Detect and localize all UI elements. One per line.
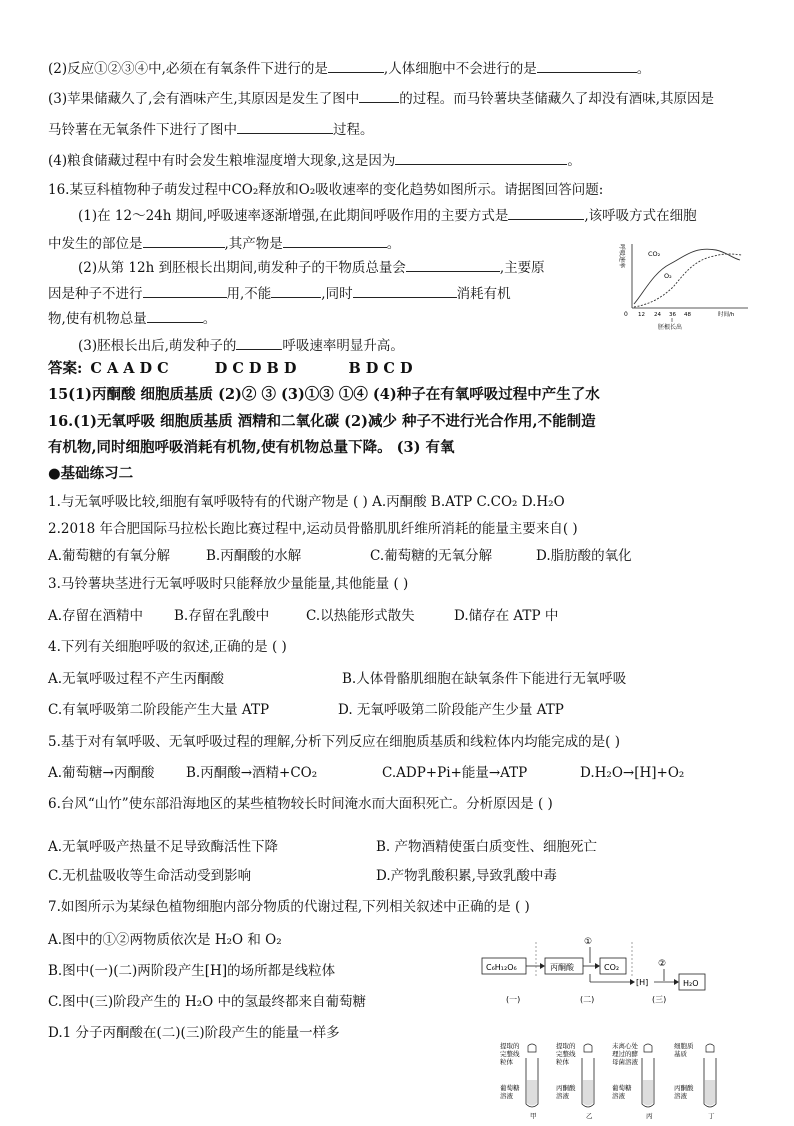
- mc-q7-option-b: B.图中(一)(二)两阶段产生[H]的场所都是线粒体: [48, 963, 336, 979]
- q16-stem: 16.某豆科植物种子萌发过程中CO₂释放和O₂吸收速率的变化趋势如图所示。请据图回答问题:: [48, 182, 604, 198]
- mc-q6-option-b: B. 产物酒精使蛋白质变性、细胞死亡: [376, 839, 598, 855]
- o2-curve: [634, 254, 742, 307]
- svg-text:提取的: 提取的: [500, 1042, 520, 1050]
- tube-yi: [556, 1041, 594, 1120]
- mc-q7-option-c: C.图中(三)阶段产生的 H₂O 中的氢最终都来自葡萄糖: [48, 994, 367, 1010]
- q16-s2-line1: (2)从第 12h 到胚根长出期间,萌发种子的干物质总量会 ,主要原: [78, 257, 545, 277]
- circle-2: ②: [658, 959, 667, 969]
- metabolism-flow-diagram: [478, 932, 728, 1004]
- pyruvate-label: 丙酮酸: [550, 963, 574, 972]
- mc-q7-option-a: A.图中的①②两物质依次是 H₂O 和 O₂: [48, 932, 282, 948]
- test-tubes-figure: [494, 1040, 734, 1122]
- stage-1: (一): [506, 995, 521, 1004]
- svg-text:完整线: 完整线: [500, 1050, 520, 1058]
- arrowhead: [674, 979, 679, 985]
- section-heading: ●基础练习二: [48, 465, 134, 482]
- answer-blank[interactable]: [508, 205, 584, 220]
- mc-q3-option-a: A.存留在酒精中: [48, 608, 144, 624]
- answer-blank[interactable]: [395, 150, 567, 165]
- mc-q3-option-d: D.储存在 ATP 中: [454, 608, 559, 624]
- answer-blank[interactable]: [406, 257, 500, 272]
- svg-text:理过的酵: 理过的酵: [612, 1050, 638, 1058]
- answer-blank[interactable]: [143, 233, 225, 248]
- graph-tick: 36: [669, 312, 676, 318]
- svg-text:葡萄糖: 葡萄糖: [500, 1084, 520, 1092]
- mc-q4-option-c: C.有氧呼吸第二阶段能产生大量 ATP: [48, 702, 270, 718]
- graph-tick: 48: [684, 312, 691, 318]
- mc-q3: 3.马铃薯块茎进行无氧呼吸时只能释放少量能量,其他能量 ( ): [48, 576, 409, 592]
- answer-15: 15(1)丙酮酸 细胞质基质 (2)② ③ (3)①③ ①④ (4)种子在有氧呼吸过程中产生了水: [48, 386, 600, 403]
- graph-tick: 24: [654, 312, 661, 318]
- answer-key-line: 答案: C A A D C D C D B D B D C D: [48, 360, 413, 377]
- svg-text:母菌溶液: 母菌溶液: [612, 1058, 638, 1066]
- q3-line1: (3)苹果储藏久了,会有酒味产生,其原因是发生了图中 的过程。而马铃薯块茎储藏久了却没有酒味,其原因是: [48, 88, 714, 108]
- mc-q2-option-d: D.脂肪酸的氧化: [536, 548, 632, 564]
- graph-note: 胚根长出: [658, 324, 683, 331]
- answer-blank[interactable]: [359, 88, 399, 103]
- svg-text:粒体: 粒体: [500, 1058, 513, 1066]
- mc-q5-option-d: D.H₂O→[H]+O₂: [580, 765, 685, 781]
- svg-text:细胞质: 细胞质: [674, 1042, 694, 1050]
- q16-s3-line: (3)胚根长出后,萌发种子的 呼吸速率明显升高。: [78, 335, 404, 355]
- stage-3: (三): [652, 995, 667, 1004]
- svg-text:基质: 基质: [674, 1050, 687, 1058]
- mc-q7-option-d: D.1 分子丙酮酸在(二)(三)阶段产生的能量一样多: [48, 1025, 340, 1041]
- respiration-graph: [608, 238, 758, 334]
- q2-line: (2)反应①②③④中,必须在有氧条件下进行的是 ,人体细胞中不会进行的是 。: [48, 58, 650, 78]
- answer-blank[interactable]: [236, 335, 282, 350]
- answer-16-line2: 有机物,同时细胞呼吸消耗有机物,使有机物总量下降。 (3) 有氧: [48, 439, 455, 456]
- mc-q5-option-b: B.丙酮酸→酒精+CO₂: [186, 765, 318, 781]
- q3-line2: 马铃薯在无氧条件下进行了图中 过程。: [48, 119, 374, 139]
- glucose-label: C₆H₁₂O₆: [486, 963, 517, 972]
- answer-blank[interactable]: [353, 283, 457, 298]
- answer-blank[interactable]: [328, 58, 384, 73]
- svg-text:粒体: 粒体: [556, 1058, 569, 1066]
- mc-q7: 7.如图所示为某绿色植物细胞内部分物质的代谢过程,下列相关叙述中正确的是 ( ): [48, 899, 530, 915]
- mc-q5: 5.基于对有氧呼吸、无氧呼吸过程的理解,分析下列反应在细胞质基质和线粒体内均能完成的是( ): [48, 734, 620, 750]
- tube-ding: [674, 1041, 716, 1120]
- answer-blank[interactable]: [237, 119, 333, 134]
- q16-s2-line2: 因是种子不进行 用,不能 ,同时 消耗有机: [48, 283, 511, 303]
- answer-blank[interactable]: [271, 283, 321, 298]
- graph-origin: 0: [624, 311, 628, 318]
- tube-jia: [500, 1041, 538, 1120]
- answer-blank[interactable]: [537, 58, 637, 73]
- circle-1: ①: [584, 937, 593, 947]
- answer-blank[interactable]: [283, 233, 387, 248]
- svg-text:丙酮酸: 丙酮酸: [556, 1084, 576, 1092]
- answer-blank[interactable]: [143, 283, 227, 298]
- svg-text:乙: 乙: [586, 1112, 593, 1120]
- q16-s1-line2: 中发生的部位是 ,其产物是 。: [48, 233, 400, 253]
- q16-s1-line1: (1)在 12～24h 期间,呼吸速率逐渐增强,在此期间呼吸作用的主要方式是 ,该呼吸方式在细胞: [78, 205, 697, 225]
- mc-q5-option-c: C.ADP+Pi+能量→ATP: [382, 765, 528, 781]
- h2o-label: H₂O: [683, 979, 699, 988]
- mc-q6: 6.台风“山竹”使东部沿海地区的某些植物较长时间淹水而大面积死亡。分析原因是 ( ): [48, 796, 553, 812]
- graph-ylabel: 呼吸速率: [618, 244, 625, 269]
- mc-q2: 2.2018 年合肥国际马拉松长跑比赛过程中,运动员骨骼肌肌纤维所消耗的能量主要来自( ): [48, 521, 578, 537]
- q16-s2-line3: 物,使有机物总量 。: [48, 308, 216, 328]
- mc-q6-option-d: D.产物乳酸积累,导致乳酸中毒: [376, 868, 557, 884]
- co2-label: CO₂: [604, 963, 620, 972]
- co2-curve-label: CO₂: [648, 250, 661, 258]
- svg-text:完整线: 完整线: [556, 1050, 576, 1058]
- svg-text:未离心处: 未离心处: [612, 1042, 638, 1050]
- mc-q4: 4.下列有关细胞呼吸的叙述,正确的是 ( ): [48, 639, 287, 655]
- mc-q2-option-c: C.葡萄糖的无氧分解: [370, 548, 493, 564]
- stage-2: (二): [580, 995, 595, 1004]
- svg-text:丙酮酸: 丙酮酸: [674, 1084, 694, 1092]
- graph-xlabel: 时间/h: [718, 312, 735, 318]
- svg-text:丙: 丙: [646, 1112, 653, 1120]
- svg-text:提取的: 提取的: [556, 1042, 576, 1050]
- mc-q6-option-c: C.无机盐吸收等生命活动受到影响: [48, 868, 252, 884]
- svg-text:溶液: 溶液: [674, 1092, 687, 1100]
- arrowhead: [540, 963, 545, 969]
- arrowhead: [630, 979, 635, 985]
- answer-16-line1: 16.(1)无氧呼吸 细胞质基质 酒精和二氧化碳 (2)减少 种子不进行光合作用,不能制造: [48, 413, 596, 430]
- svg-text:甲: 甲: [530, 1112, 537, 1120]
- mc-q4-option-d: D. 无氧呼吸第二阶段能产生少量 ATP: [338, 702, 564, 718]
- mc-q1: 1.与无氧呼吸比较,细胞有氧呼吸特有的代谢产物是 ( ) A.丙酮酸 B.ATP C.CO₂ D.H₂O: [48, 494, 565, 510]
- mc-q3-option-c: C.以热能形式散失: [306, 608, 415, 624]
- answer-blank[interactable]: [147, 308, 203, 323]
- arrowhead: [595, 963, 600, 969]
- mc-q2-option-a: A.葡萄糖的有氧分解: [48, 548, 171, 564]
- mc-q4-option-b: B.人体骨骼肌细胞在缺氧条件下能进行无氧呼吸: [342, 671, 627, 687]
- mc-q6-option-a: A.无氧呼吸产热量不足导致酶活性下降: [48, 839, 279, 855]
- svg-text:葡萄糖: 葡萄糖: [612, 1084, 632, 1092]
- mc-q4-option-a: A.无氧呼吸过程不产生丙酮酸: [48, 671, 225, 687]
- svg-text:溶液: 溶液: [556, 1092, 569, 1100]
- svg-text:溶液: 溶液: [500, 1092, 513, 1100]
- o2-curve-label: O₂: [664, 272, 672, 280]
- q4-line: (4)粮食储藏过程中有时会发生粮堆湿度增大现象,这是因为 。: [48, 150, 581, 170]
- mc-q5-option-a: A.葡萄糖→丙酮酸: [48, 765, 155, 781]
- mc-q2-option-b: B.丙酮酸的水解: [206, 548, 302, 564]
- h-label: [H]: [636, 978, 649, 987]
- svg-text:溶液: 溶液: [612, 1092, 625, 1100]
- graph-tick: 12: [638, 312, 645, 318]
- tube-bing: [612, 1041, 654, 1120]
- mc-q3-option-b: B.存留在乳酸中: [174, 608, 270, 624]
- svg-text:丁: 丁: [708, 1112, 715, 1120]
